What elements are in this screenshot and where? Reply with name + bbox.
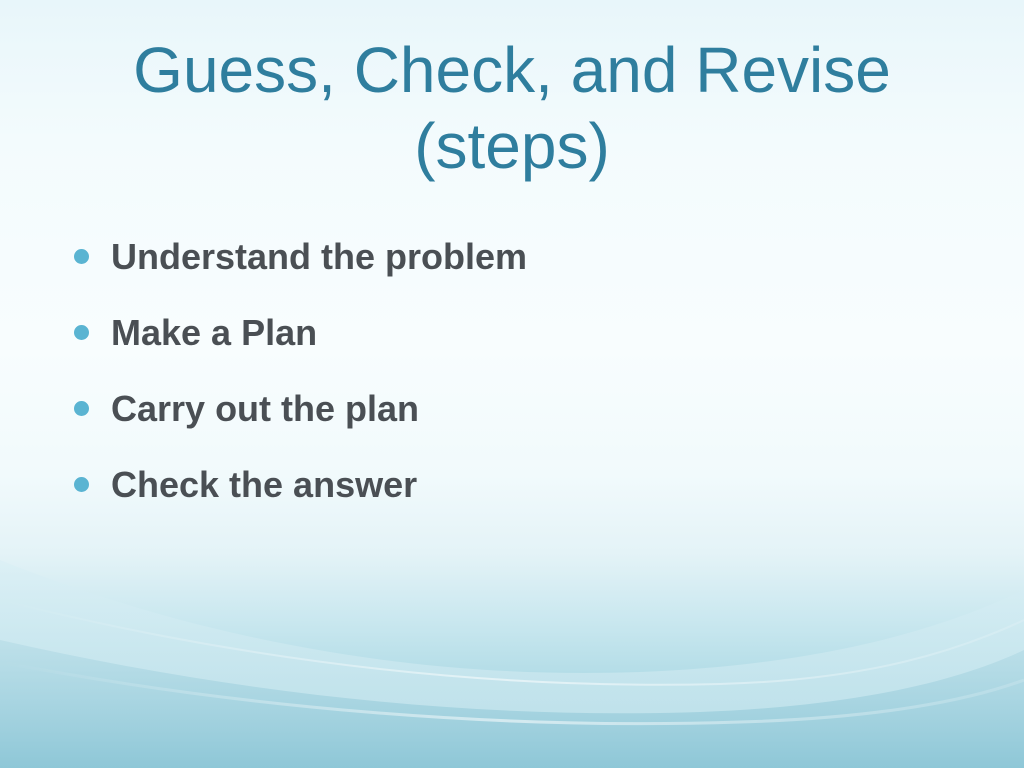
bullet-text: Make a Plan xyxy=(111,312,318,353)
bullet-item xyxy=(74,308,527,384)
bullet-text: Carry out the plan xyxy=(111,388,420,429)
slide-title xyxy=(40,32,984,184)
bullet-item xyxy=(74,460,527,536)
bullet-item xyxy=(74,232,527,308)
slide-title-line-1: Guess, Check, and Revise xyxy=(133,34,891,106)
bullet-dot-icon xyxy=(74,249,89,264)
bullet-dot-icon xyxy=(74,477,89,492)
bullet-item xyxy=(74,384,527,460)
bullet-list xyxy=(74,232,527,536)
bullet-text: Check the answer xyxy=(111,464,418,505)
bullet-text: Understand the problem xyxy=(111,236,528,277)
bullet-dot-icon xyxy=(74,401,89,416)
slide-title-line-2: (steps) xyxy=(414,110,610,182)
bullet-dot-icon xyxy=(74,325,89,340)
